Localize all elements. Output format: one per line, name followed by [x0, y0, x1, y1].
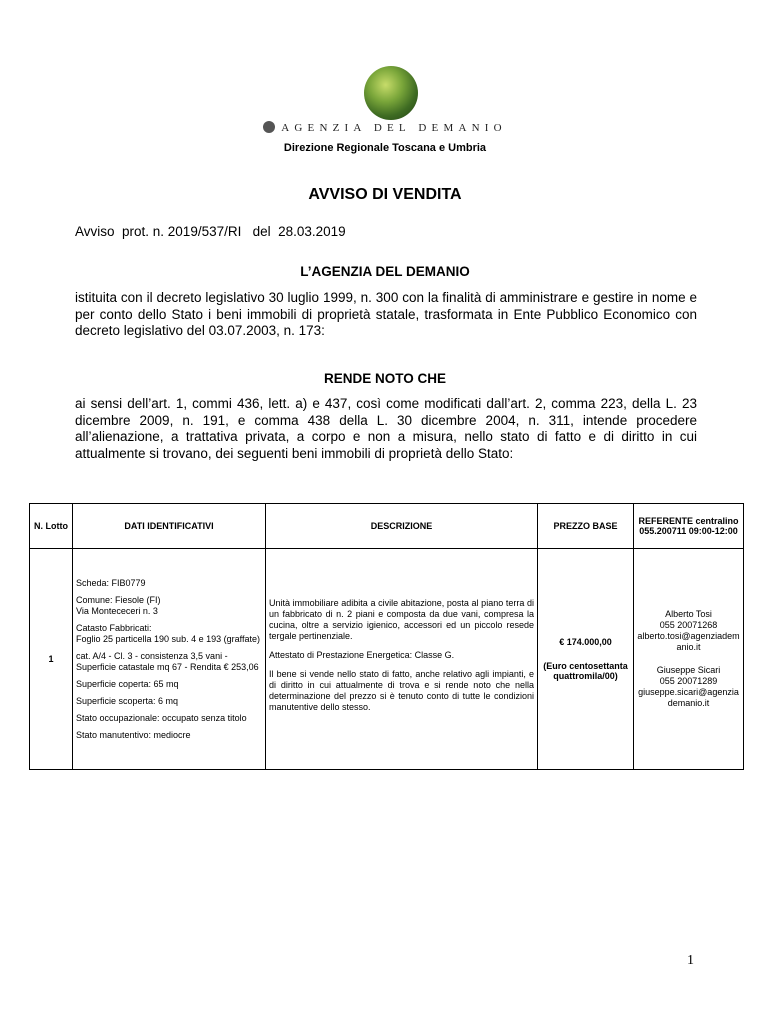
- header-dati: DATI IDENTIFICATIVI: [73, 504, 266, 549]
- header-descrizione: DESCRIZIONE: [266, 504, 538, 549]
- table-row: [30, 549, 744, 770]
- dati-stato-occupazionale: Stato occupazionale: occupato senza titolo: [76, 712, 247, 723]
- regional-directorate: Direzione Regionale Toscana e Umbria: [283, 142, 487, 154]
- republic-seal-icon: [263, 121, 275, 133]
- header-referente: REFERENTE centralino 055.200711 09:00-12:00: [634, 504, 744, 549]
- agency-logo-emblem: [364, 66, 418, 120]
- dati-identificativi-cell: [73, 549, 266, 770]
- page-number: 1: [687, 953, 694, 968]
- referente-cell: [634, 549, 744, 770]
- descrizione-condizioni: Il bene si vende nello stato di fatto, anche relativo agli impianti, e di diritto in cui attualmente di trova e si rende noto che nella determinazione del prezzo si è tenuto conto di tutte le condizioni manutentive dello stesso.: [269, 668, 534, 712]
- dati-categoria: cat. A/4 - Cl. 3 - consistenza 3,5 vani - Superficie catastale mq 67 - Rendita € 253,06: [76, 650, 259, 672]
- lotto-number: 1: [30, 549, 73, 770]
- referente-1-name: Alberto Tosi: [665, 609, 712, 619]
- descrizione-cell: [266, 549, 538, 770]
- prezzo-in-lettere: (Euro centosettantaquattromila/00): [543, 661, 628, 681]
- prezzo-cell: [538, 549, 634, 770]
- dati-superficie-coperta: Superficie coperta: 65 mq: [76, 678, 179, 689]
- referente-1-phone: 055 20071268: [659, 620, 718, 630]
- intro-paragraph: istituita con il decreto legislativo 30 luglio 1999, n. 300 con la finalità di amministrare e gestire in nome e per conto dello Stato i beni immobili di proprietà statale, trasformata in Ente Pubblico Economico con decreto legislativo del 03.07.2003, n. 173:: [75, 290, 697, 338]
- dati-via: Via Montececeri n. 3: [76, 605, 158, 616]
- lots-table: [29, 503, 744, 770]
- prezzo-base: € 174.000,00: [559, 637, 612, 647]
- referente-2-name: Giuseppe Sicari: [656, 665, 721, 675]
- agency-name-line: [0, 121, 770, 134]
- descrizione-ape: Attestato di Prestazione Energetica: Classe G.: [269, 649, 455, 660]
- table-header-row: [30, 504, 744, 549]
- document-title: AVVISO DI VENDITA: [308, 186, 462, 203]
- dati-catasto: Catasto Fabbricati:: [76, 622, 152, 633]
- referente-1-email[interactable]: alberto.tosi@agenziademanio.it: [637, 631, 740, 652]
- dati-scheda: Scheda: FIB0779: [76, 577, 146, 588]
- protocol-line: Avviso prot. n. 2019/537/RI del 28.03.2019: [75, 224, 346, 239]
- dati-comune: Comune: Fiesole (FI): [76, 594, 161, 605]
- header-lotto: N. Lotto: [30, 504, 73, 549]
- rende-noto-heading: RENDE NOTO CHE: [323, 371, 446, 386]
- referente-2-phone: 055 20071289: [659, 676, 718, 686]
- dati-stato-manutentivo: Stato manutentivo: mediocre: [76, 729, 191, 740]
- referente-2-email[interactable]: giuseppe.sicari@agenziademanio.it: [638, 687, 739, 708]
- dati-foglio: Foglio 25 particella 190 sub. 4 e 193 (graffate): [76, 633, 260, 644]
- agency-name: AGENZIA DEL DEMANIO: [281, 122, 507, 134]
- header-prezzo: PREZZO BASE: [538, 504, 634, 549]
- agency-heading: L’AGENZIA DEL DEMANIO: [300, 264, 470, 279]
- dati-superficie-scoperta: Superficie scoperta: 6 mq: [76, 695, 179, 706]
- legal-basis-paragraph: ai sensi dell’art. 1, commi 436, lett. a) e 437, così come modificati dall’art. 2, comma 223, della L. 23 dicembre 2009, n. 191, e comma 438 della L. 30 dicembre 2004, n. 311, intende procedere all’alienazione, a trattativa privata, a corpo e non a misura, nello stato di fatto e di diritto in cui attualmente si trovano, dei seguenti beni immobili di proprietà dello Stato:: [75, 396, 697, 461]
- descrizione-immobile: Unità immobiliare adibita a civile abitazione, posta al piano terra di un fabbricato di n. 2 piani e composta da due vani, compresa la cucina, oltre a servizio igienico, accessori ed un piccolo resede tergale pertinenziale.: [269, 597, 534, 641]
